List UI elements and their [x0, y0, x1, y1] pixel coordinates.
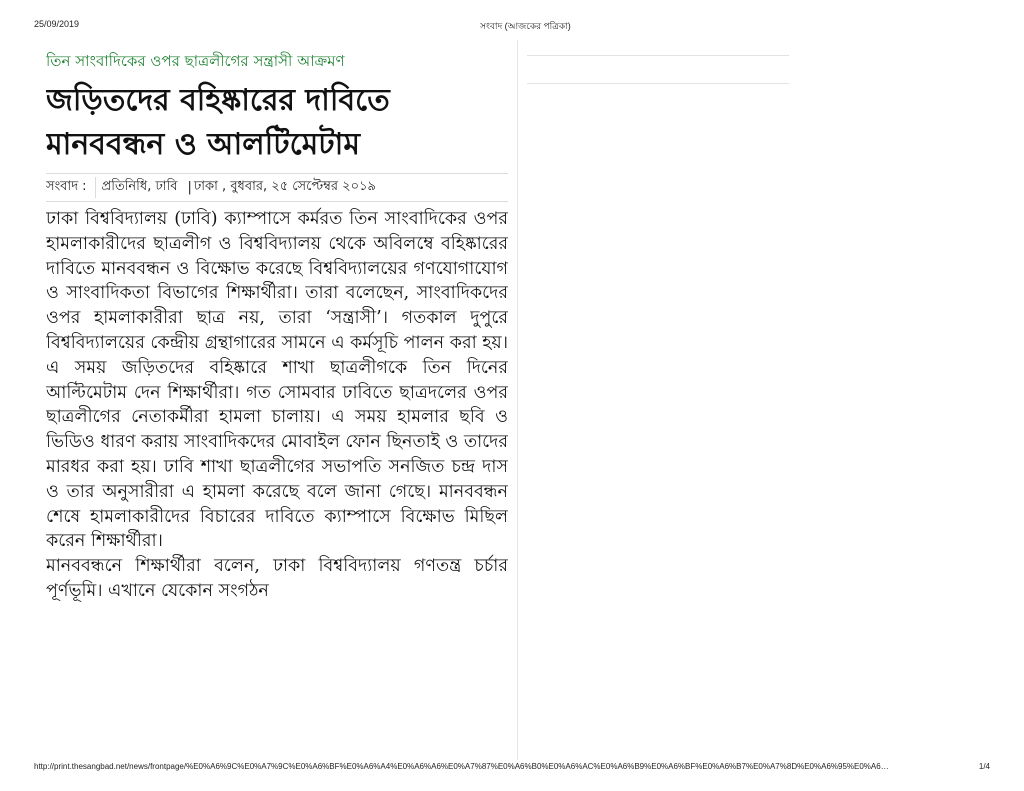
body-paragraph-2: মানববন্ধনে শিক্ষার্থীরা বলেন, ঢাকা বিশ্ববিদ্যালয় গণতন্ত্র চর্চার পূর্ণভূমি। এখানে যেকোন সংগঠন: [46, 556, 508, 601]
meta-separator: |: [187, 180, 192, 195]
print-title: সংবাদ (আজকের পত্রিকা): [480, 21, 571, 31]
headline-line-1: জড়িতদের বহিষ্কারের দাবিতে: [46, 83, 390, 118]
print-date: 25/09/2019: [34, 19, 80, 29]
article: [46, 50, 508, 756]
article-body: [46, 207, 508, 604]
article-meta: [46, 173, 508, 202]
article-kicker: তিন সাংবাদিকের ওপর ছাত্রলীগের সন্ত্রাসী আক্রমণ: [46, 52, 345, 70]
body-paragraph-1: ঢাকা বিশ্ববিদ্যালয় (ঢাবি) ক্যাম্পাসে কর্মরত তিন সাংবাদিকের ওপর হামলাকারীদের ছাত্রলীগ ও বিশ্ববিদ্যালয় থেকে অবিলম্বে বহিষ্কারের দাবিতে মানববন্ধন ও বিক্ষোভ করেছে বিশ্ববিদ্যালয়ের গণযোগাযোগ ও সাংবাদিকতা বিভাগের শিক্ষার্থীরা। তারা বলেছেন, সাংবাদিকদের ওপর হামলাকারীরা ছাত্র নয়, তারা ‘সন্ত্রাসী’। গতকাল দুপুরে বিশ্ববিদ্যালয়ের কেন্দ্রীয় গ্রন্থাগারের সামনে এ কর্মসূচি পালন করা হয়। এ সময় জড়িতদের বহিষ্কারে শাখা ছাত্রলীগকে তিন দিনের আল্টিমেটাম দেন শিক্ষার্থীরা। গত সোমবার ঢাবিতে ছাত্রদলের ওপর ছাত্রলীগের নেতাকর্মীরা হামলা চালায়। এ সময় হামলার ছবি ও ভিডিও ধারণ করায় সাংবাদিকদের মোবাইল ফোন ছিনতাই ও তাদের মারধর করা হয়। ঢাবি শাখা ছাত্রলীগের সভাপতি সনজিত চন্দ্র দাস ও তার অনুসারীরা এ হামলা করেছে বলে জানা গেছে। মানববন্ধন শেষে হামলাকারীদের বিচারের দাবিতে ক্যাম্পাসে বিক্ষোভ মিছিল করেন শিক্ষার্থীরা।: [46, 209, 508, 552]
reporter-label: প্রতিনিধি, ঢাবি: [95, 177, 188, 198]
article-headline: [46, 79, 508, 167]
print-footer: [34, 760, 990, 774]
print-header: [34, 17, 990, 31]
source-label: সংবাদ :: [46, 179, 87, 194]
sidebar-rule-top: [527, 55, 789, 56]
page-number: 1/4: [978, 762, 990, 771]
print-url: http://print.thesangbad.net/news/frontpage/%E0%A6%9C%E0%A7%9C%E0%A6%BF%E0%A6%A4%E0%A6%A6%E0%A7%87%E0%A6%B0%E0%A6%AC%E0%A6%B9%E0%A6%BF%E0%A6%B7%E0%A7%8D%E0%A6%95%E0%A6…: [34, 762, 889, 771]
sidebar-rule-bottom: [527, 83, 789, 84]
column-divider: [517, 40, 518, 760]
headline-line-2: মানববন্ধন ও আলটিমেটাম: [46, 127, 360, 162]
dateline: ঢাকা , বুধবার, ২৫ সেপ্টেম্বর ২০১৯: [193, 179, 376, 194]
